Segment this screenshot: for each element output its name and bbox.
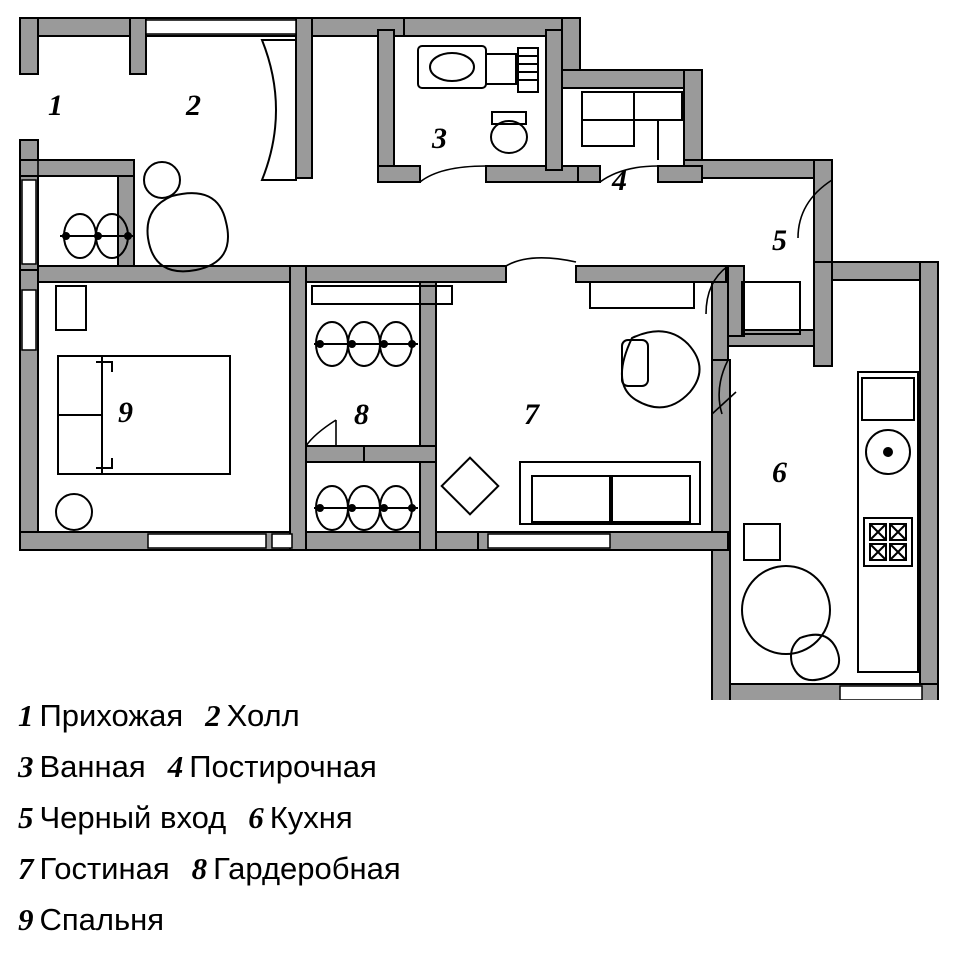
wall-kitchen-corner bbox=[814, 262, 832, 366]
dining-table bbox=[742, 566, 830, 654]
legend-number: 9 bbox=[18, 902, 34, 937]
room-number-3: 3 bbox=[432, 122, 447, 155]
sofa-seat-right bbox=[612, 476, 690, 522]
kitchen-cabinet bbox=[744, 524, 780, 560]
door-hall-living bbox=[506, 258, 576, 266]
furniture-laundry bbox=[582, 92, 682, 160]
furniture-living bbox=[442, 282, 700, 524]
room-number-9: 9 bbox=[118, 396, 133, 429]
legend-row bbox=[18, 741, 948, 792]
backdoor-bench bbox=[742, 282, 800, 334]
wall-hall-bottom bbox=[20, 160, 134, 176]
bed-blanket bbox=[96, 362, 112, 372]
wall-backdoor-top bbox=[684, 160, 832, 178]
room-number-6: 6 bbox=[772, 456, 787, 489]
room-number-2: 2 bbox=[186, 89, 201, 122]
toilet-tank bbox=[492, 112, 526, 124]
kitchen-sink bbox=[862, 378, 914, 420]
legend bbox=[18, 690, 948, 945]
wall-hall-divider bbox=[130, 18, 146, 74]
living-armchair-back bbox=[622, 340, 648, 386]
legend-label: Гардеробная bbox=[213, 851, 401, 886]
wall-bath-bottom2 bbox=[486, 166, 582, 182]
bedroom-dresser bbox=[56, 286, 86, 330]
window-bottom-1 bbox=[148, 534, 266, 548]
legend-number: 3 bbox=[18, 749, 34, 784]
legend-label: Гостиная bbox=[39, 851, 170, 886]
tv-console bbox=[590, 282, 694, 308]
dining-chair bbox=[791, 635, 839, 680]
window-left-2 bbox=[22, 290, 36, 350]
room-number-4: 4 bbox=[612, 164, 627, 197]
door-laundry bbox=[600, 166, 658, 182]
legend-label: Прихожая bbox=[39, 698, 184, 733]
window-bottom-2 bbox=[272, 534, 292, 548]
bath-sink-basin bbox=[430, 53, 474, 81]
wall-laundry-top bbox=[562, 70, 702, 88]
closet-curve bbox=[262, 40, 296, 180]
bedroom-side-table bbox=[56, 494, 92, 530]
laundry-counter bbox=[634, 92, 682, 120]
wall-bath-left2 bbox=[378, 30, 394, 178]
sofa-seat-left bbox=[532, 476, 610, 522]
wall-bath-left bbox=[296, 18, 312, 178]
windows-group bbox=[22, 20, 922, 700]
window-top-1 bbox=[146, 20, 296, 34]
legend-label: Ванная bbox=[39, 749, 146, 784]
room-number-labels bbox=[48, 89, 787, 489]
wall-bath-right bbox=[546, 30, 562, 170]
bed-blanket2 bbox=[96, 458, 112, 468]
room-number-1: 1 bbox=[48, 89, 63, 122]
furniture-entrance bbox=[144, 40, 296, 271]
wall-laundry-bottom2 bbox=[658, 166, 702, 182]
wall-bedroom-right bbox=[290, 266, 306, 550]
door-bath bbox=[420, 166, 486, 182]
legend-label: Холл bbox=[226, 698, 300, 733]
bath-towel-rail bbox=[518, 48, 538, 92]
armchair bbox=[148, 193, 229, 271]
furniture-backdoor bbox=[742, 282, 800, 334]
furniture-kitchen bbox=[742, 372, 918, 680]
wall-laundry-bottom bbox=[578, 166, 600, 182]
legend-number: 6 bbox=[248, 800, 264, 835]
legend-label: Черный вход bbox=[39, 800, 227, 835]
wall-left-upper bbox=[20, 18, 38, 74]
legend-label: Постирочная bbox=[189, 749, 377, 784]
wall-dressing-right2 bbox=[420, 462, 436, 550]
room-number-5: 5 bbox=[772, 224, 787, 257]
legend-row bbox=[18, 894, 948, 945]
wall-backdoor-right bbox=[814, 160, 832, 270]
side-table-diamond bbox=[442, 458, 499, 515]
bath-cabinet bbox=[486, 54, 516, 84]
room-number-8: 8 bbox=[354, 398, 369, 431]
legend-row bbox=[18, 792, 948, 843]
wall-living-right bbox=[712, 282, 728, 360]
window-left-1 bbox=[22, 180, 36, 264]
wall-dressing-mid2 bbox=[364, 446, 436, 462]
legend-number: 2 bbox=[205, 698, 221, 733]
legend-number: 5 bbox=[18, 800, 34, 835]
wall-bath-bottom bbox=[378, 166, 420, 182]
stool-round bbox=[144, 162, 180, 198]
kitchen-counter bbox=[858, 372, 918, 672]
legend-row bbox=[18, 690, 948, 741]
wall-dressing-mid bbox=[306, 446, 364, 462]
walls-group bbox=[20, 18, 938, 700]
legend-number: 7 bbox=[18, 851, 34, 886]
legend-number: 1 bbox=[18, 698, 34, 733]
legend-label: Спальня bbox=[39, 902, 165, 937]
living-armchair bbox=[622, 331, 700, 407]
legend-number: 8 bbox=[191, 851, 208, 886]
furniture-coatrack bbox=[60, 214, 134, 258]
legend-row bbox=[18, 843, 948, 894]
room-number-7: 7 bbox=[524, 398, 539, 431]
wall-mid-horizontal-a bbox=[290, 266, 506, 282]
wall-kitchen-right bbox=[920, 262, 938, 700]
legend-number: 4 bbox=[167, 749, 184, 784]
window-bottom-3 bbox=[488, 534, 610, 548]
legend-label: Кухня bbox=[269, 800, 353, 835]
wall-dressing-right bbox=[420, 282, 436, 462]
toilet-bowl bbox=[491, 121, 527, 153]
door-dressing-top bbox=[306, 420, 336, 446]
furniture-bedroom bbox=[56, 286, 230, 530]
wall-mid-horizontal-b bbox=[576, 266, 726, 282]
